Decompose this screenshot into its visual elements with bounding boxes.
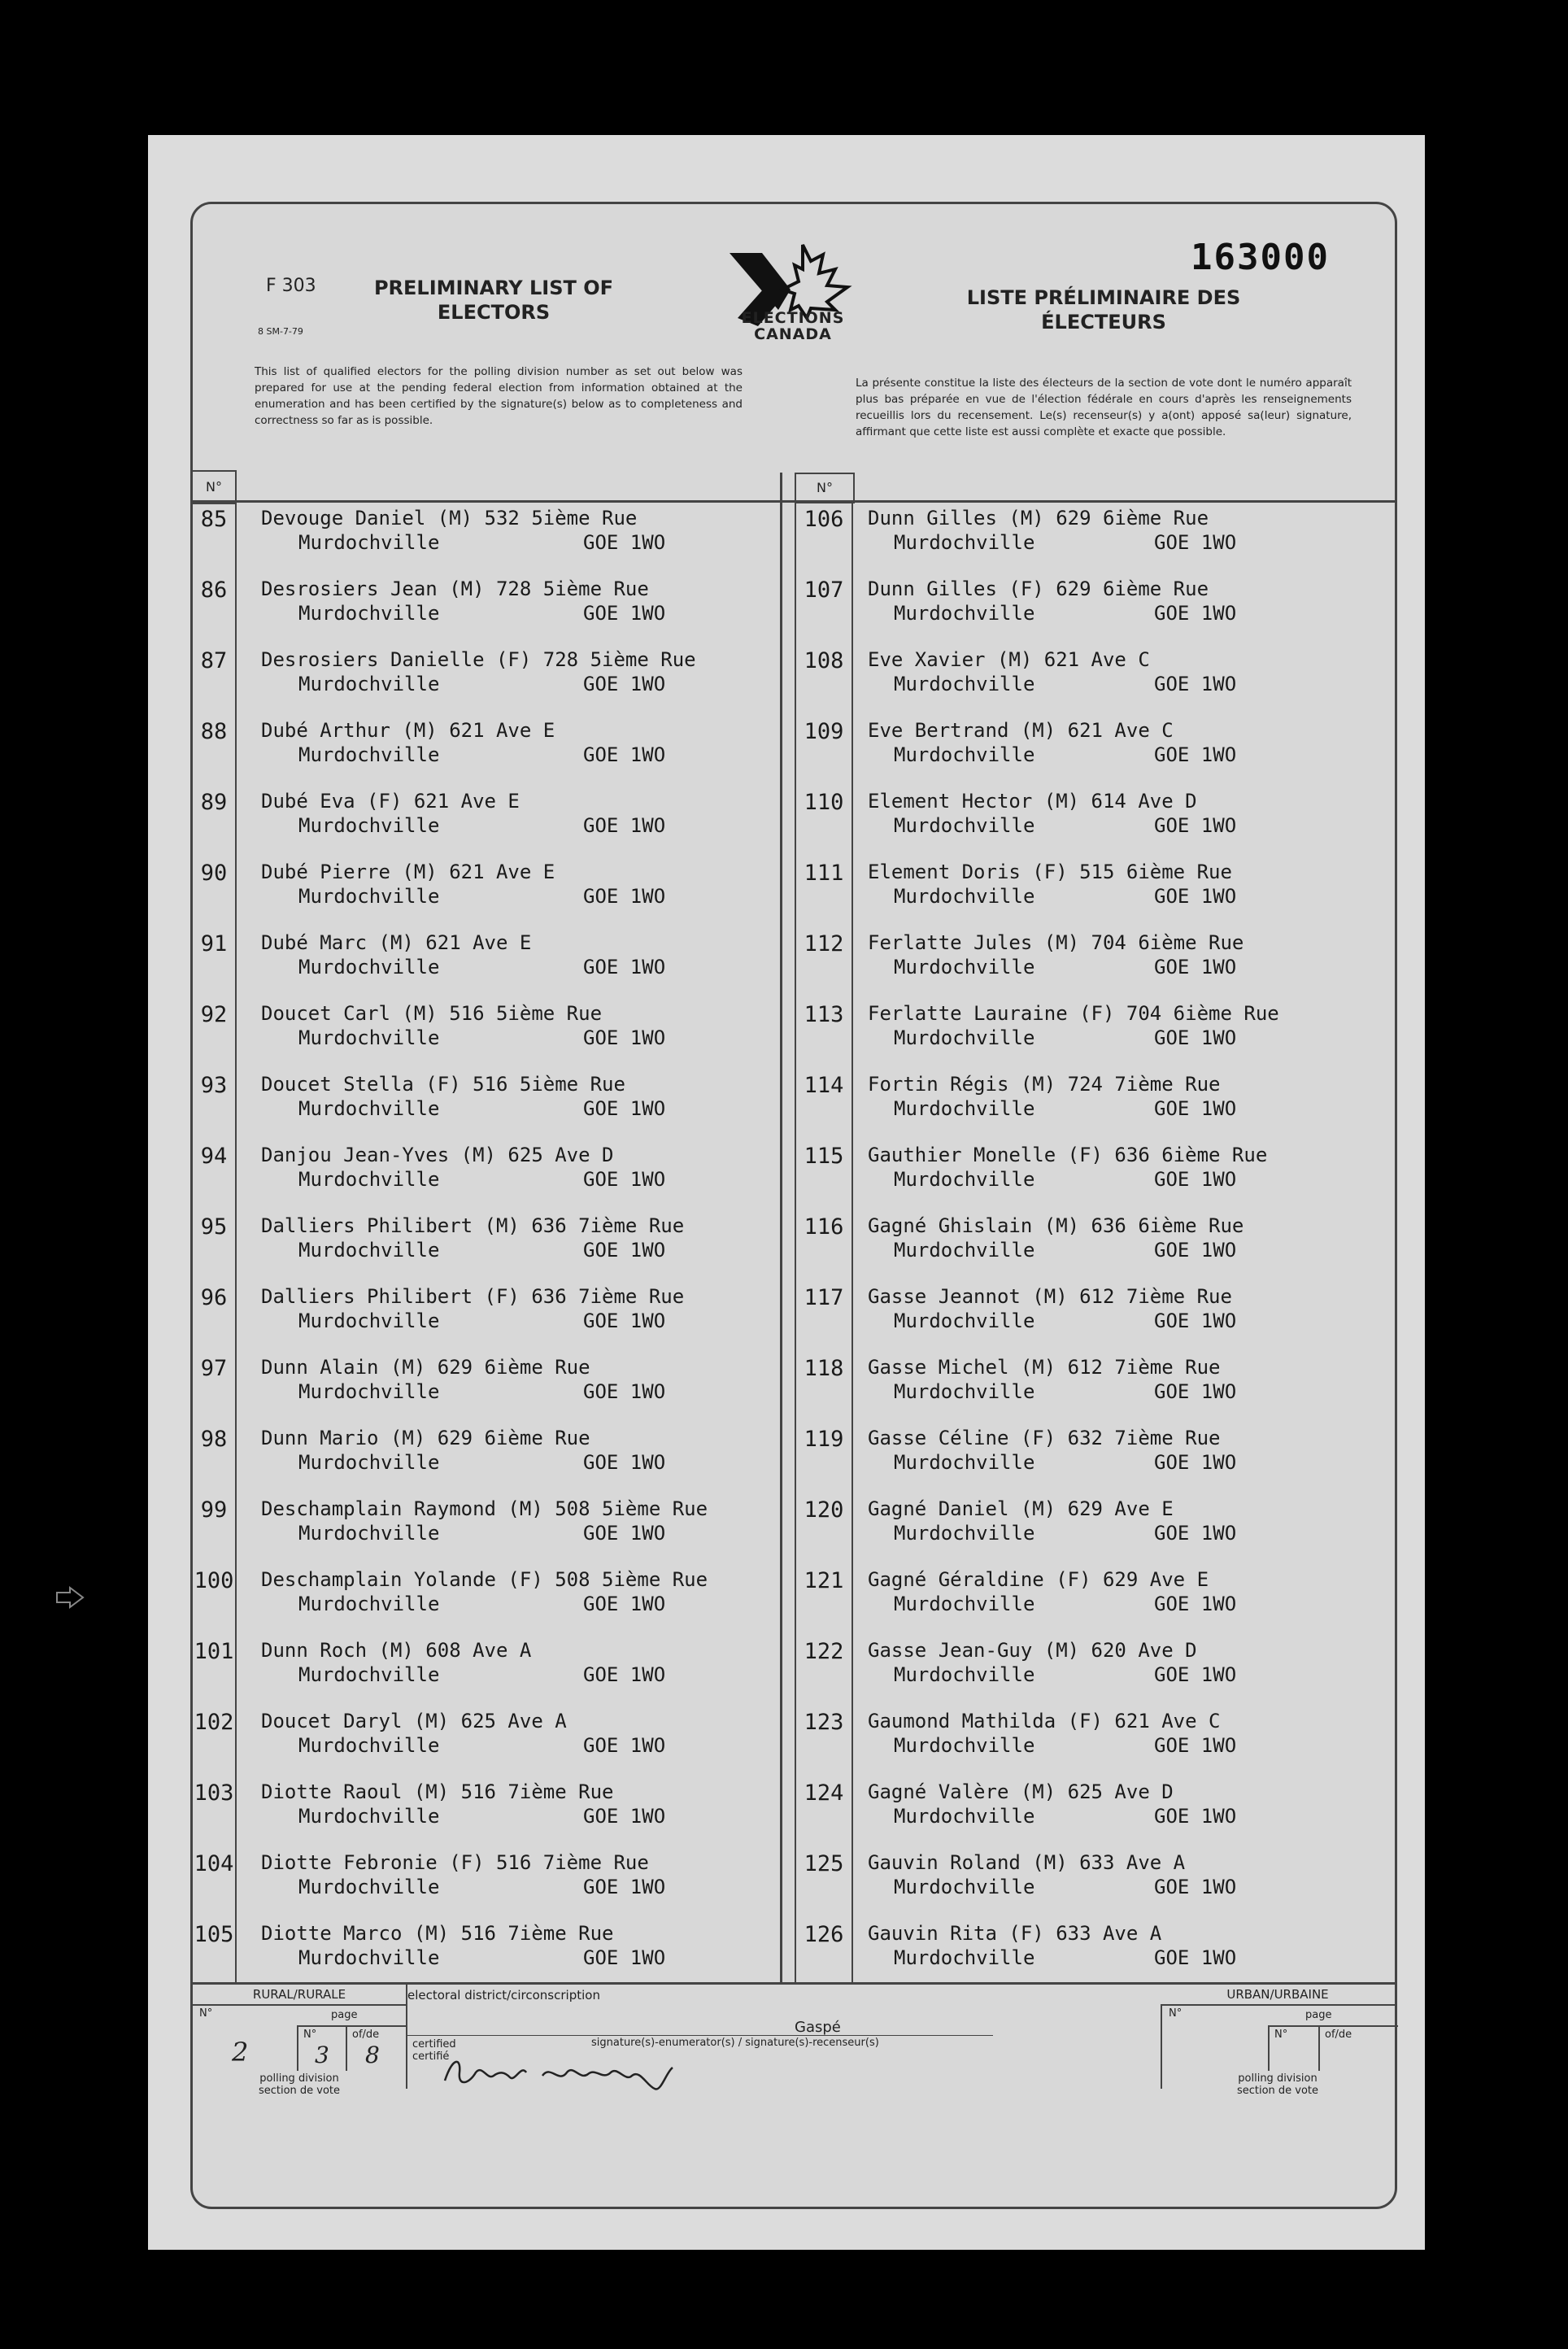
elector-postal-code: GOE 1WO: [1154, 673, 1237, 695]
elector-name-address: Gauthier Monelle (F) 636 6ième Rue: [868, 1144, 1268, 1166]
elector-postal-code: GOE 1WO: [583, 814, 666, 837]
elector-entry: [193, 714, 778, 785]
elector-name-address: Dubé Eva (F) 621 Ave E: [261, 790, 520, 813]
elector-entry: [193, 1846, 778, 1917]
page-box: [297, 2025, 407, 2071]
of-label: of/de: [352, 2029, 380, 2041]
elector-city: Murdochville: [298, 956, 440, 978]
elector-name-address: Diotte Febronie (F) 516 7ième Rue: [261, 1851, 649, 1874]
elector-city: Murdochville: [298, 814, 440, 837]
elector-number: 105: [194, 1922, 234, 1947]
elector-entry: [193, 502, 778, 573]
elector-number: 108: [804, 648, 844, 673]
elector-city: Murdochville: [894, 1310, 1035, 1332]
elector-postal-code: GOE 1WO: [583, 743, 666, 766]
elector-postal-code: GOE 1WO: [1154, 1310, 1237, 1332]
elector-number: 95: [200, 1214, 228, 1240]
elector-city: Murdochville: [894, 885, 1035, 908]
elector-name-address: Gagné Ghislain (M) 636 6ième Rue: [868, 1214, 1244, 1237]
urban-polling-division-label: [1161, 2072, 1395, 2097]
elector-postal-code: GOE 1WO: [583, 1522, 666, 1545]
elector-name-address: Dalliers Philibert (F) 636 7ième Rue: [261, 1285, 685, 1308]
elector-entry: [193, 1917, 778, 1988]
elector-name-address: Gauvin Rita (F) 633 Ave A: [868, 1922, 1162, 1945]
no-header-right: N°: [795, 473, 855, 503]
page-no-cell: [298, 2027, 347, 2071]
elector-number: 107: [804, 577, 844, 603]
title-french: [941, 285, 1266, 334]
elector-postal-code: GOE 1WO: [583, 1946, 666, 1969]
electors-list-left: [193, 502, 778, 1988]
elector-number: 93: [200, 1073, 228, 1098]
elector-city: Murdochville: [298, 1946, 440, 1969]
elector-city: Murdochville: [298, 1239, 440, 1262]
elector-postal-code: GOE 1WO: [583, 673, 666, 695]
elector-name-address: Dunn Gilles (M) 629 6ième Rue: [868, 507, 1209, 530]
elector-name-address: Gasse Michel (M) 612 7ième Rue: [868, 1356, 1221, 1379]
page-no-label: N°: [303, 2029, 317, 2041]
elector-name-address: Desrosiers Jean (M) 728 5ième Rue: [261, 577, 649, 600]
elector-postal-code: GOE 1WO: [1154, 1946, 1237, 1969]
elector-entry: [796, 1139, 1390, 1209]
elector-number: 118: [804, 1356, 844, 1381]
elector-postal-code: GOE 1WO: [583, 1310, 666, 1332]
elector-number: 124: [804, 1780, 844, 1806]
handwritten-signature: [437, 2048, 681, 2094]
elector-name-address: Gagné Géraldine (F) 629 Ave E: [868, 1568, 1209, 1591]
elector-postal-code: GOE 1WO: [1154, 602, 1237, 625]
elector-name-address: Doucet Stella (F) 516 5ième Rue: [261, 1073, 625, 1096]
elector-number: 121: [804, 1568, 844, 1593]
elector-postal-code: GOE 1WO: [583, 885, 666, 908]
elector-postal-code: GOE 1WO: [583, 1239, 666, 1262]
elector-entry: [193, 1209, 778, 1280]
signature-label: signature(s)-enumerator(s) / signature(s)-recenseur(s): [591, 2037, 879, 2049]
elector-postal-code: GOE 1WO: [1154, 956, 1237, 978]
elector-postal-code: GOE 1WO: [583, 1380, 666, 1403]
elector-name-address: Deschamplain Yolande (F) 508 5ième Rue: [261, 1568, 708, 1591]
elector-name-address: Danjou Jean-Yves (M) 625 Ave D: [261, 1144, 614, 1166]
certified-en: certified: [412, 2038, 456, 2050]
elector-city: Murdochville: [298, 1805, 440, 1828]
page-no-value: 3: [315, 2042, 329, 2068]
certified-fr: certifié: [412, 2050, 450, 2063]
elector-entry: [796, 573, 1390, 643]
elector-number: 100: [194, 1568, 234, 1593]
elector-name-address: Dubé Arthur (M) 621 Ave E: [261, 719, 555, 742]
elector-entry: [796, 1351, 1390, 1422]
elector-city: Murdochville: [298, 1310, 440, 1332]
elector-number: 111: [804, 861, 844, 886]
logo-text: [728, 310, 858, 342]
elector-entry: [796, 714, 1390, 785]
form-code: 8 SM-7-79: [258, 326, 303, 337]
elector-postal-code: GOE 1WO: [583, 1097, 666, 1120]
signature-line: [407, 2035, 993, 2036]
elector-city: Murdochville: [894, 1946, 1035, 1969]
elector-number: 106: [804, 507, 844, 532]
urban-page-no-label: N°: [1274, 2029, 1288, 2041]
elector-number: 94: [200, 1144, 228, 1169]
elector-city: Murdochville: [298, 602, 440, 625]
intro-english: This list of qualified electors for the polling division number as set out below was prepared for use at the pending federal election from information obtained at the enumeration and has been certified by the signature(s) below as to completeness and correctness so far as is possible.: [255, 365, 743, 427]
elector-name-address: Devouge Daniel (M) 532 5ième Rue: [261, 507, 638, 530]
elector-postal-code: GOE 1WO: [583, 1593, 666, 1615]
elector-name-address: Dunn Alain (M) 629 6ième Rue: [261, 1356, 590, 1379]
elector-entry: [193, 856, 778, 926]
elector-city: Murdochville: [894, 1097, 1035, 1120]
elector-postal-code: GOE 1WO: [583, 1734, 666, 1757]
urban-of-label: of/de: [1325, 2029, 1352, 2041]
elector-entry: [796, 1634, 1390, 1705]
elector-postal-code: GOE 1WO: [1154, 1805, 1237, 1828]
elector-number: 101: [194, 1639, 234, 1664]
elector-city: Murdochville: [298, 673, 440, 695]
title-en-line1: PRELIMINARY LIST OF: [373, 277, 614, 299]
elector-name-address: Dunn Roch (M) 608 Ave A: [261, 1639, 532, 1662]
of-value: 8: [365, 2042, 380, 2068]
elector-name-address: Gasse Céline (F) 632 7ième Rue: [868, 1427, 1221, 1449]
district-label: electoral district/circonscription: [407, 1988, 600, 2003]
elector-postal-code: GOE 1WO: [1154, 1168, 1237, 1191]
urban-polling-division-en: polling division: [1238, 2072, 1318, 2085]
elector-postal-code: GOE 1WO: [1154, 1663, 1237, 1686]
elector-city: Murdochville: [894, 814, 1035, 837]
elector-name-address: Dubé Pierre (M) 621 Ave E: [261, 861, 555, 883]
elector-postal-code: GOE 1WO: [583, 602, 666, 625]
elector-entry: [193, 1493, 778, 1563]
elector-number: 119: [804, 1427, 844, 1452]
elector-postal-code: GOE 1WO: [583, 531, 666, 554]
elector-number: 87: [200, 648, 228, 673]
elector-number: 123: [804, 1710, 844, 1735]
form-footer: [193, 1982, 1395, 2207]
elector-postal-code: GOE 1WO: [583, 1876, 666, 1898]
column-divider: [780, 473, 782, 1982]
elector-name-address: Fortin Régis (M) 724 7ième Rue: [868, 1073, 1221, 1096]
elector-name-address: Eve Xavier (M) 621 Ave C: [868, 648, 1150, 671]
title-fr-line2: ÉLECTEURS: [1041, 311, 1166, 333]
elector-postal-code: GOE 1WO: [583, 1663, 666, 1686]
elector-name-address: Gagné Daniel (M) 629 Ave E: [868, 1497, 1174, 1520]
elector-number: 92: [200, 1002, 228, 1027]
urban-page-box: [1268, 2025, 1398, 2071]
elector-name-address: Desrosiers Danielle (F) 728 5ième Rue: [261, 648, 696, 671]
urban-page-label: page: [1305, 2009, 1332, 2021]
film-marker-icon: [54, 1586, 86, 1609]
form-number: F 303: [266, 276, 316, 296]
elector-entry: [796, 1422, 1390, 1493]
elector-entry: [193, 1280, 778, 1351]
logo-line1: ELECTIONS: [741, 309, 845, 327]
polling-no-value: 2: [232, 2037, 249, 2068]
polling-division-fr: section de vote: [258, 2085, 341, 2097]
elector-postal-code: GOE 1WO: [1154, 885, 1237, 908]
elector-number: 102: [194, 1710, 234, 1735]
elector-entry: [796, 1917, 1390, 1988]
elector-number: 96: [200, 1285, 228, 1310]
elector-postal-code: GOE 1WO: [583, 1168, 666, 1191]
elector-postal-code: GOE 1WO: [1154, 814, 1237, 837]
elector-number: 115: [804, 1144, 844, 1169]
elector-city: Murdochville: [298, 531, 440, 554]
title-en-line2: ELECTORS: [437, 301, 551, 324]
elector-postal-code: GOE 1WO: [1154, 1239, 1237, 1262]
elector-entry: [796, 1068, 1390, 1139]
elector-name-address: Dalliers Philibert (M) 636 7ième Rue: [261, 1214, 685, 1237]
elector-number: 112: [804, 931, 844, 957]
elector-city: Murdochville: [894, 1380, 1035, 1403]
elector-city: Murdochville: [298, 1663, 440, 1686]
elector-city: Murdochville: [894, 1522, 1035, 1545]
elector-postal-code: GOE 1WO: [583, 1805, 666, 1828]
elector-entry: [796, 785, 1390, 856]
urban-polling-division-fr: section de vote: [1236, 2085, 1319, 2097]
elector-entry: [796, 997, 1390, 1068]
title-fr-line1: LISTE PRÉLIMINAIRE DES: [966, 286, 1241, 309]
elector-name-address: Diotte Raoul (M) 516 7ième Rue: [261, 1780, 614, 1803]
intro-french: La présente constitue la liste des électeurs de la section de vote dont le numéro apparaît plus bas préparée en vue de l'élection fédérale en cours d'après les renseignements recueillis lors du recensement. Le(s) recenseur(s) y a(ont) apposé sa(leur) signature, affirmant que cette liste est aussi complète et exacte que possible.: [856, 377, 1352, 438]
elector-name-address: Gasse Jean-Guy (M) 620 Ave D: [868, 1639, 1197, 1662]
elector-name-address: Dunn Gilles (F) 629 6ième Rue: [868, 577, 1209, 600]
elector-name-address: Gauvin Roland (M) 633 Ave A: [868, 1851, 1186, 1874]
elector-name-address: Diotte Marco (M) 516 7ième Rue: [261, 1922, 614, 1945]
elector-city: Murdochville: [894, 1805, 1035, 1828]
elector-number: 110: [804, 790, 844, 815]
elector-number: 90: [200, 861, 228, 886]
elector-entry: [796, 1776, 1390, 1846]
district-value: Gaspé: [795, 2019, 841, 2036]
elector-postal-code: GOE 1WO: [1154, 1097, 1237, 1120]
serial-number: 163000: [1191, 237, 1330, 278]
elector-city: Murdochville: [298, 1876, 440, 1898]
elector-number: 117: [804, 1285, 844, 1310]
elector-entry: [193, 785, 778, 856]
elector-postal-code: GOE 1WO: [1154, 1026, 1237, 1049]
elector-postal-code: GOE 1WO: [1154, 1734, 1237, 1757]
elector-number: 104: [194, 1851, 234, 1876]
elector-name-address: Doucet Carl (M) 516 5ième Rue: [261, 1002, 603, 1025]
elector-postal-code: GOE 1WO: [1154, 1593, 1237, 1615]
urban-page-no-cell: [1270, 2027, 1320, 2071]
elector-postal-code: GOE 1WO: [1154, 1522, 1237, 1545]
elector-entry: [193, 997, 778, 1068]
elector-city: Murdochville: [894, 1663, 1035, 1686]
elector-entry: [193, 1068, 778, 1139]
document-sheet: [148, 135, 1425, 2250]
elector-city: Murdochville: [894, 1876, 1035, 1898]
elector-city: Murdochville: [894, 531, 1035, 554]
elector-name-address: Ferlatte Lauraine (F) 704 6ième Rue: [868, 1002, 1279, 1025]
elector-city: Murdochville: [894, 1734, 1035, 1757]
elector-entry: [796, 1846, 1390, 1917]
logo-line2: CANADA: [754, 325, 832, 343]
elector-number: 122: [804, 1639, 844, 1664]
elector-city: Murdochville: [298, 1451, 440, 1474]
elector-number: 85: [200, 507, 228, 532]
elector-city: Murdochville: [894, 1239, 1035, 1262]
elector-number: 99: [200, 1497, 228, 1523]
elector-city: Murdochville: [894, 602, 1035, 625]
elector-number: 116: [804, 1214, 844, 1240]
elector-city: Murdochville: [298, 885, 440, 908]
elector-name-address: Dubé Marc (M) 621 Ave E: [261, 931, 532, 954]
elector-name-address: Element Hector (M) 614 Ave D: [868, 790, 1197, 813]
elector-city: Murdochville: [894, 1168, 1035, 1191]
elector-entry: [193, 1776, 778, 1846]
elector-city: Murdochville: [298, 1522, 440, 1545]
page-label: page: [331, 2009, 358, 2021]
elector-entry: [796, 926, 1390, 997]
elector-city: Murdochville: [894, 1451, 1035, 1474]
elector-number: 109: [804, 719, 844, 744]
elector-city: Murdochville: [298, 1734, 440, 1757]
elector-name-address: Gasse Jeannot (M) 612 7ième Rue: [868, 1285, 1232, 1308]
elector-number: 91: [200, 931, 228, 957]
elector-number: 98: [200, 1427, 228, 1452]
elector-number: 103: [194, 1780, 234, 1806]
elector-number: 125: [804, 1851, 844, 1876]
elector-entry: [796, 502, 1390, 573]
elector-postal-code: GOE 1WO: [583, 956, 666, 978]
elector-city: Murdochville: [298, 1593, 440, 1615]
elector-postal-code: GOE 1WO: [1154, 1451, 1237, 1474]
elector-number: 86: [200, 577, 228, 603]
rural-polling-grid: [193, 2004, 407, 2097]
elector-city: Murdochville: [894, 673, 1035, 695]
elector-number: 114: [804, 1073, 844, 1098]
elector-name-address: Doucet Daryl (M) 625 Ave A: [261, 1710, 567, 1732]
elector-entry: [193, 1634, 778, 1705]
elector-city: Murdochville: [894, 743, 1035, 766]
elector-entry: [193, 926, 778, 997]
elector-entry: [193, 1422, 778, 1493]
elector-city: Murdochville: [298, 1026, 440, 1049]
elector-entry: [193, 1351, 778, 1422]
elector-entry: [796, 1209, 1390, 1280]
urban-no-label: N°: [1169, 2007, 1183, 2020]
elector-city: Murdochville: [894, 1026, 1035, 1049]
elector-name-address: Dunn Mario (M) 629 6ième Rue: [261, 1427, 590, 1449]
rural-label: RURAL/RURALE: [193, 1985, 407, 2006]
elector-entry: [193, 643, 778, 714]
elector-name-address: Ferlatte Jules (M) 704 6ième Rue: [868, 931, 1244, 954]
elector-postal-code: GOE 1WO: [583, 1026, 666, 1049]
elector-postal-code: GOE 1WO: [1154, 1876, 1237, 1898]
elector-entry: [193, 1563, 778, 1634]
elector-entry: [796, 1705, 1390, 1776]
elector-number: 126: [804, 1922, 844, 1947]
elector-entry: [193, 1139, 778, 1209]
elector-name-address: Gaumond Mathilda (F) 621 Ave C: [868, 1710, 1221, 1732]
elector-entry: [193, 1705, 778, 1776]
elector-entry: [193, 573, 778, 643]
polling-division-en: polling division: [259, 2072, 339, 2085]
elector-number: 120: [804, 1497, 844, 1523]
elector-postal-code: GOE 1WO: [1154, 743, 1237, 766]
elector-name-address: Eve Bertrand (M) 621 Ave C: [868, 719, 1174, 742]
elector-postal-code: GOE 1WO: [1154, 531, 1237, 554]
elector-postal-code: GOE 1WO: [1154, 1380, 1237, 1403]
elector-city: Murdochville: [298, 743, 440, 766]
elector-entry: [796, 1563, 1390, 1634]
elector-postal-code: GOE 1WO: [583, 1451, 666, 1474]
elector-entry: [796, 1493, 1390, 1563]
elector-entry: [796, 1280, 1390, 1351]
elector-city: Murdochville: [894, 956, 1035, 978]
polling-no-label: N°: [199, 2007, 213, 2020]
title-english: [355, 276, 632, 325]
urban-label: URBAN/URBAINE: [1161, 1985, 1395, 2006]
elector-name-address: Element Doris (F) 515 6ième Rue: [868, 861, 1232, 883]
elector-entry: [796, 643, 1390, 714]
polling-division-label: [193, 2072, 406, 2097]
no-header-left: N°: [193, 470, 237, 504]
elector-city: Murdochville: [298, 1097, 440, 1120]
elector-city: Murdochville: [298, 1168, 440, 1191]
elector-city: Murdochville: [298, 1380, 440, 1403]
elector-city: Murdochville: [894, 1593, 1035, 1615]
elector-number: 88: [200, 719, 228, 744]
electors-list-right: [796, 502, 1390, 1988]
electors-form: [190, 202, 1397, 2209]
elector-number: 97: [200, 1356, 228, 1381]
elector-name-address: Deschamplain Raymond (M) 508 5ième Rue: [261, 1497, 708, 1520]
elector-number: 113: [804, 1002, 844, 1027]
elector-entry: [796, 856, 1390, 926]
elector-name-address: Gagné Valère (M) 625 Ave D: [868, 1780, 1174, 1803]
elector-number: 89: [200, 790, 228, 815]
